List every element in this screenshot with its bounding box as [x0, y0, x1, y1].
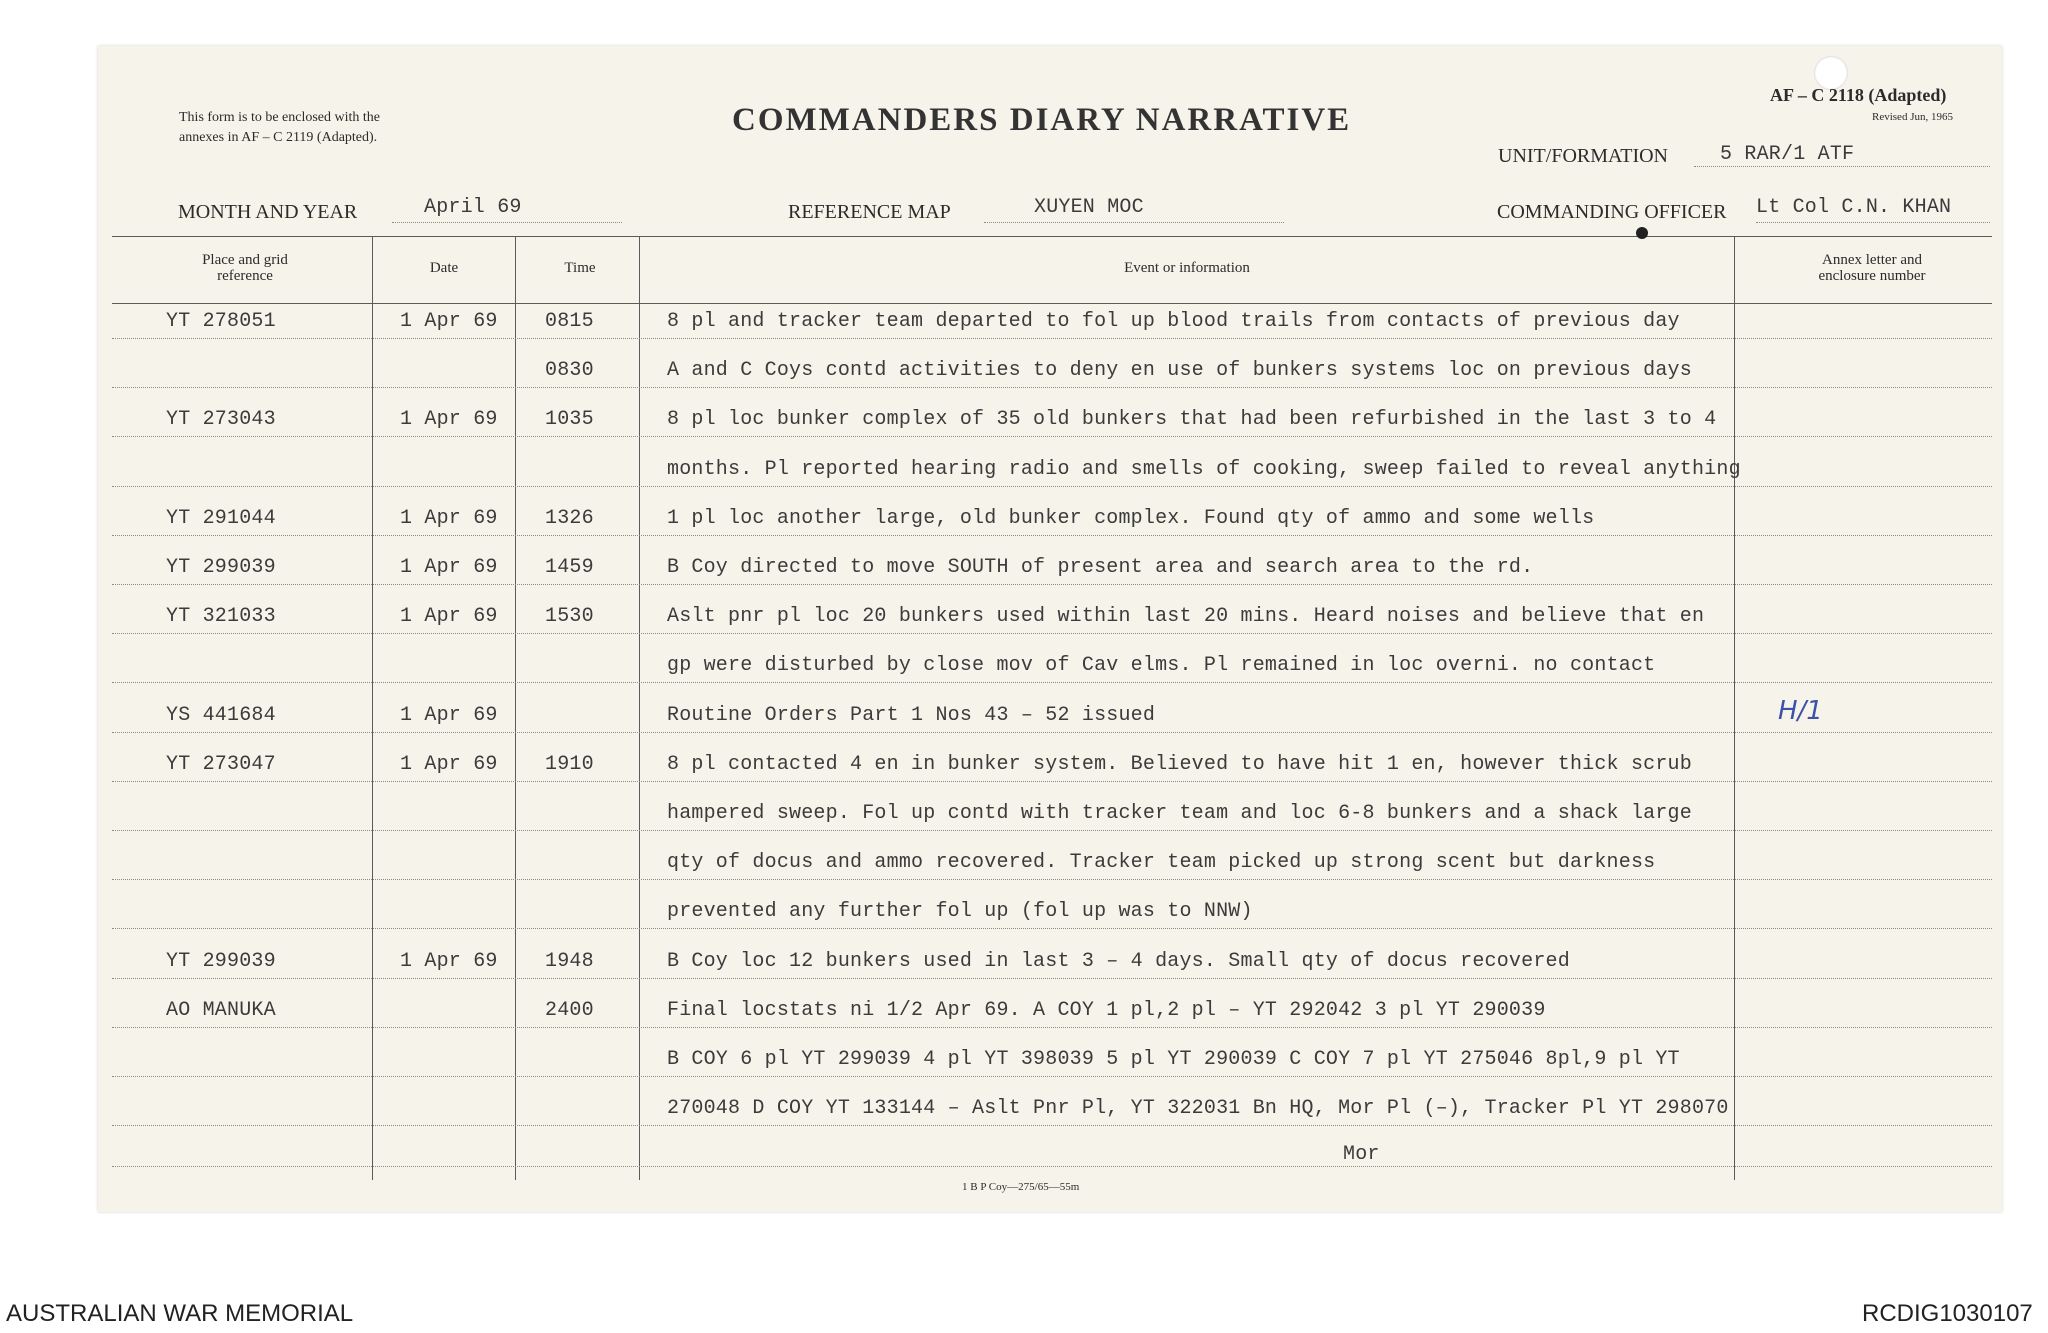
row-rule	[112, 1166, 1992, 1167]
column-header-date: Date	[429, 260, 459, 276]
cell-event: Aslt pnr pl loc 20 bunkers used within last 20 mins. Heard noises and believe that en	[667, 605, 1705, 629]
unit-value: 5 RAR/1 ATF	[1720, 143, 1855, 166]
unit-dotted-line	[1694, 166, 1990, 167]
column-header-place	[150, 252, 340, 284]
map-label: REFERENCE MAP	[788, 201, 951, 223]
row-rule	[112, 928, 1992, 929]
cell-event: Routine Orders Part 1 Nos 43 – 52 issued	[667, 703, 1156, 727]
row-rule	[112, 387, 1992, 388]
footer-reference: RCDIG1030107	[1862, 1300, 2033, 1327]
cell-time: 2400	[545, 998, 594, 1022]
cell-place: AO MANUKA	[166, 998, 276, 1022]
cell-event: 270048 D COY YT 133144 – Aslt Pnr Pl, YT 322031 Bn HQ, Mor Pl (–), Tracker Pl YT 298070	[667, 1097, 1729, 1121]
map-dotted-line	[984, 222, 1284, 223]
cell-date: 1 Apr 69	[400, 506, 498, 530]
cell-event: B Coy loc 12 bunkers used in last 3 – 4 days. Small qty of docus recovered	[667, 949, 1570, 973]
cell-date: 1 Apr 69	[400, 949, 498, 973]
cell-event: 8 pl contacted 4 en in bunker system. Believed to have hit 1 en, however thick scrub	[667, 752, 1692, 776]
column-divider-event	[1734, 236, 1735, 1180]
cell-event: gp were disturbed by close mov of Cav elms. Pl remained in loc overni. no contact	[667, 654, 1656, 678]
row-rule	[112, 535, 1992, 536]
cell-time: 1326	[545, 506, 594, 530]
map-value: XUYEN MOC	[1034, 196, 1144, 219]
month-value: April 69	[424, 196, 522, 219]
cell-date: 1 Apr 69	[400, 310, 498, 333]
row-rule	[112, 879, 1992, 880]
month-label: MONTH AND YEAR	[178, 201, 358, 223]
column-header-annex-line-1: Annex letter and	[1822, 252, 1922, 268]
printer-note: 1 B P Coy—275/65—55m	[962, 1181, 1080, 1193]
row-rule	[112, 633, 1992, 634]
cell-place: YT 299039	[166, 556, 276, 579]
cell-event: A and C Coys contd activities to deny en use of bunkers systems loc on previous days	[667, 359, 1692, 383]
cell-place: YT 278051	[166, 310, 276, 333]
cell-event: hampered sweep. Fol up contd with tracker team and loc 6-8 bunkers and a shack large	[667, 802, 1692, 825]
cell-event: qty of docus and ammo recovered. Tracker team picked up strong scent but darkness	[667, 851, 1656, 875]
form-note-line-1: This form is to be enclosed with the	[179, 110, 381, 125]
cell-time: 0815	[545, 310, 594, 333]
row-rule	[112, 1027, 1992, 1028]
cell-time: 1035	[545, 408, 594, 432]
cell-event: 8 pl loc bunker complex of 35 old bunkers that had been refurbished in the last 3 to 4	[667, 408, 1717, 432]
cell-place: YT 273043	[166, 408, 276, 432]
page-title: COMMANDERS DIARY NARRATIVE	[732, 102, 1352, 138]
form-number: AF – C 2118 (Adapted)	[1770, 85, 1947, 105]
cell-event: 8 pl and tracker team departed to fol up blood trails from contacts of previous day	[667, 310, 1680, 333]
cell-date: 1 Apr 69	[400, 752, 498, 776]
cell-date: 1 Apr 69	[400, 408, 498, 432]
cell-date: 1 Apr 69	[400, 605, 498, 629]
cell-event: B Coy directed to move SOUTH of present area and search area to the rd.	[667, 556, 1534, 579]
column-divider-date	[515, 236, 516, 1180]
cell-time: 0830	[545, 359, 594, 383]
column-header-time: Time	[564, 260, 596, 276]
month-dotted-line	[392, 222, 622, 223]
cell-place: YT 291044	[166, 506, 276, 530]
form-note-line-2: annexes in AF – C 2119 (Adapted).	[179, 130, 378, 145]
cell-time: 1530	[545, 605, 594, 629]
column-header-annex-line-2: enclosure number	[1818, 268, 1926, 284]
co-dotted-line	[1756, 222, 1990, 223]
revised-date: Revised Jun, 1965	[1872, 111, 1953, 123]
table-top-rule	[112, 236, 1992, 237]
column-divider-place	[372, 236, 373, 1180]
cell-time: 1459	[545, 556, 594, 579]
cell-date: 1 Apr 69	[400, 703, 498, 727]
margin-dot	[1636, 227, 1648, 239]
row-rule	[112, 1076, 1992, 1077]
cell-event: prevented any further fol up (fol up was to NNW)	[667, 900, 1253, 924]
row-rule	[112, 338, 1992, 339]
cell-event: months. Pl reported hearing radio and smells of cooking, sweep failed to reveal anything	[667, 457, 1741, 481]
cell-place: YS 441684	[166, 703, 276, 727]
commanding-officer-label: COMMANDING OFFICER	[1497, 201, 1727, 223]
cell-event: Final locstats ni 1/2 Apr 69. A COY 1 pl,2 pl – YT 292042 3 pl YT 290039	[667, 998, 1546, 1022]
footer-credit: AUSTRALIAN WAR MEMORIAL	[6, 1300, 354, 1327]
cell-time: 1948	[545, 949, 594, 973]
commanding-officer-value: Lt Col C.N. KHAN	[1756, 196, 1952, 219]
cell-place: YT 299039	[166, 949, 276, 973]
cell-time: 1910	[545, 752, 594, 776]
mor-continuation: Mor	[1343, 1143, 1380, 1166]
row-rule	[112, 978, 1992, 979]
table-header-rule	[112, 303, 1992, 304]
cell-date: 1 Apr 69	[400, 556, 498, 579]
row-rule	[112, 1125, 1992, 1126]
row-rule	[112, 436, 1992, 437]
cell-event: 1 pl loc another large, old bunker complex. Found qty of ammo and some wells	[667, 506, 1595, 530]
form-note	[179, 108, 380, 148]
column-header-annex	[1750, 252, 1994, 284]
row-rule	[112, 830, 1992, 831]
unit-label: UNIT/FORMATION	[1498, 145, 1668, 167]
row-rule	[112, 486, 1992, 487]
row-rule	[112, 781, 1992, 782]
row-rule	[112, 682, 1992, 683]
cell-annex: H/1	[1778, 695, 1823, 726]
cell-event: B COY 6 pl YT 299039 4 pl YT 398039 5 pl YT 290039 C COY 7 pl YT 275046 8pl,9 pl YT	[667, 1048, 1680, 1071]
row-rule	[112, 732, 1992, 733]
cell-place: YT 273047	[166, 752, 276, 776]
cell-place: YT 321033	[166, 605, 276, 629]
column-divider-time	[639, 236, 640, 1180]
column-header-event: Event or information	[1124, 260, 1250, 276]
row-rule	[112, 584, 1992, 585]
column-header-place-line-1: Place and grid	[202, 252, 288, 268]
column-header-place-line-2: reference	[217, 268, 273, 284]
